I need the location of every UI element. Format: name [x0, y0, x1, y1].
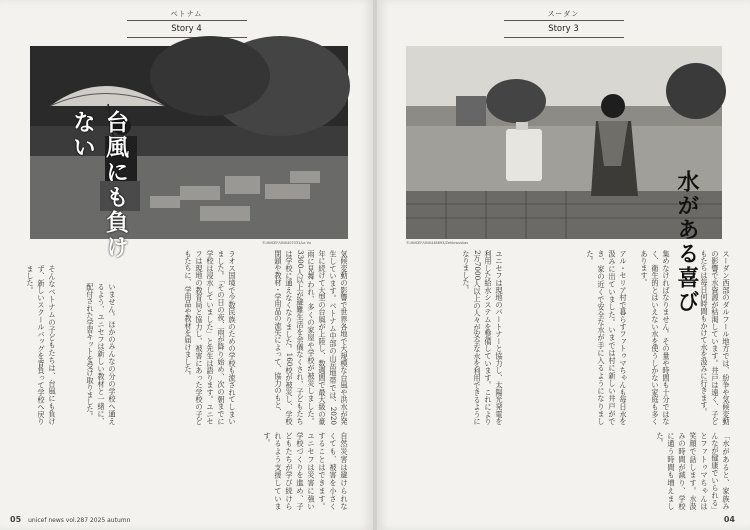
story-title: 台風にも負けない — [69, 110, 129, 260]
page-footer — [10, 515, 130, 524]
photo-credit: ©UNICEF/UN0407031/Le Vu — [262, 241, 312, 245]
page-number: 04 — [723, 515, 735, 524]
body-column-3: アル・セリア村で暮らすファトゥマちゃんも毎日水を汲みに出ていました。いまでは村に新しい井戸ができ、家の近くで安全な水が手に入るようになりました。 — [586, 250, 628, 425]
country-label: ベトナム — [170, 10, 203, 18]
photo-credit: ©UNICEF/UN0448893/Zehbrauskas — [406, 241, 469, 245]
story-heading: Story 3 — [504, 20, 624, 38]
body-column-1: スーダン西部のダルフール地方では、紛争や気候変動の影響で水資源が枯渇しています。井戸は遠く、子どもたちは毎日何時間もかけて水を汲みに行きます。 — [700, 250, 731, 425]
body-column-2: ラオス国境で少数民族のための学校も流されてしまいました。「その日の夜、雨が降り始め、次の朝までに学校は浸水していました」と先生は語ります。ユニセフは現地の教育局と協力し、被害にあった学校の子どもたちに、学用品や教材を届けました。 — [184, 250, 237, 425]
page-number: 05 — [10, 515, 22, 524]
right-page — [377, 0, 750, 530]
body-column-2: 集めなければなりません。その量や時間も十分ではなく、衛生的とはいえない水を使うしかない家庭も多くあります。 — [640, 250, 671, 425]
body-column-1: 気候変動の影響で世界各地で大規模な台風や洪水が発生しています。ベトナム中部の山岳地帯では、2020年に続けて大型の台風が上陸し、数週間で最大級の豪雨に見舞われ、多くの家屋や学校が被災しました。3300人以上が避難生活を余儀なくされ、子どもたちは学校に通えなくなりました。160校が被災し、学校閉鎖や教材・学用品の流失によって、協力のもと、 — [274, 250, 349, 425]
left-page — [0, 0, 373, 530]
body-column-5: 自然災害は避けられなくても、被害を小さくすることはできます。ユニセフは災害に強い学校づくりを進め、子どもたちが学び続けられるよう支援しています。 — [263, 432, 349, 510]
country-label: スーダン — [547, 10, 580, 18]
body-column-3: いません。ほかのみんなの分の学校へ通えるよう、ユニセフは新しい教材と一緒に、配付された学習キットを受け取りました。 — [86, 283, 117, 425]
body-column-4: ユニセフは現地のパートナーと協力し、太陽光発電を利用した給水システムを整備しています。これにより2万7000人以上の人々が安全な水を利用できるようになりました。 — [462, 250, 504, 425]
body-column-5: 「水があると、家族みんなが健康でいられる」とファトゥマちゃんは笑顔で話します。水汲みの時間が減り、学校に通う時間も増えました。 — [656, 432, 731, 510]
story-title: 水がある喜び — [674, 170, 700, 314]
page-footer — [724, 515, 740, 524]
story-heading: Story 4 — [127, 20, 247, 38]
publication-info: unicef news vol.287 2025 autumn — [28, 517, 131, 524]
body-column-4: そんなベトナムの子どもたちは、台風にも負けず、新しいスクールバッグを背負って学校へ戻りました。 — [26, 265, 57, 425]
